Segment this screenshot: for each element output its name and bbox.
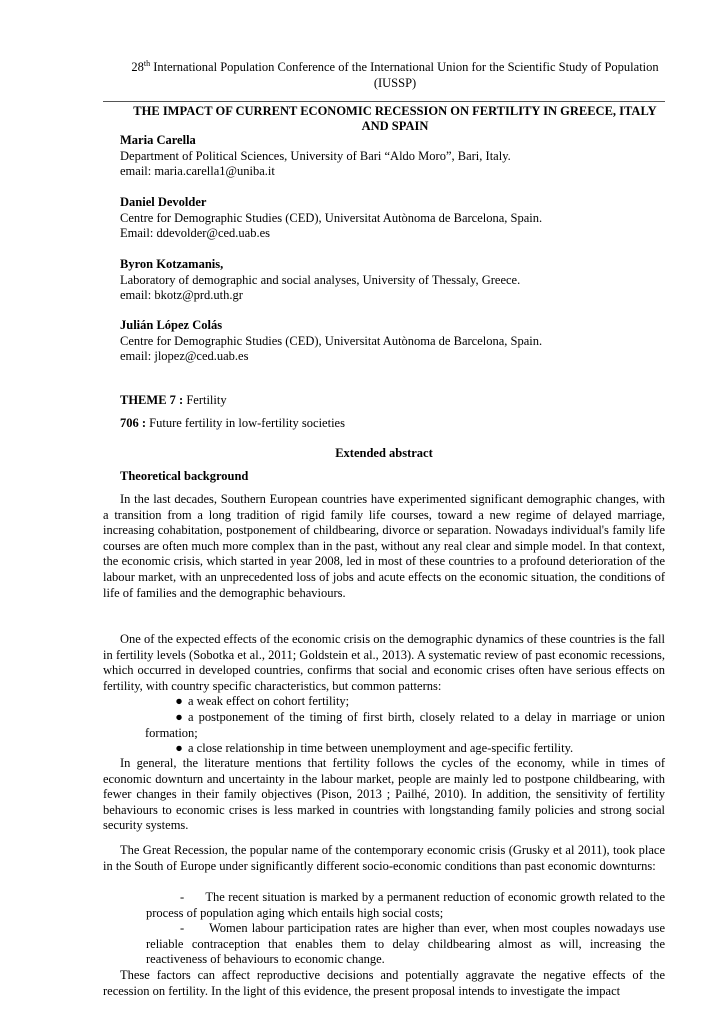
author-affiliation: Centre for Demographic Studies (CED), Universitat Autònoma de Barcelona, Spain. [120, 333, 543, 348]
author-3 [120, 257, 665, 304]
session-label: 706 : [120, 416, 147, 430]
conference-ordinal: th [143, 59, 151, 68]
header-rule [103, 101, 665, 102]
author-affiliation: Laboratory of demographic and social analyses, University of Thessaly, Greece. [120, 272, 521, 287]
bullet-icon: ● [175, 741, 183, 755]
bullet-icon: ● [175, 710, 183, 724]
conference-number: 28 [131, 60, 144, 75]
paragraph-2: One of the expected effects of the economic crisis on the demographic dynamics of these countries is the fall in fertility levels (Sobotka et al., 2011; Goldstein et al., 2013). A systematic review of past economic recessions, which occurred in developed countries, confirms that social and economic crises often have serious effects on fertility, with country specific characteristics, but common patterns: [103, 632, 665, 693]
paragraph-1: In the last decades, Southern European countries have experimented significant demographic changes, with a transition from a long tradition of rigid family life courses, toward a new regime of delayed marriage, increasing cohabitation, postponement of childbearing, divorce or separation. Nowadays individual's family life courses are often much more complex than in the past, without any real clear and simple model. In that context, the economic crisis, which started in year 2008, led in most of these countries to a profound deterioration of the labour market, with an unprecedented loss of jobs and acute effects on the economic situation, the conditions of life of families and the demographic behaviours. [103, 492, 665, 600]
paragraph-5: These factors can affect reproductive decisions and potentially aggravate the negative effects of the recession on fertility. In the light of this evidence, the present proposal intends to investigate the impact [103, 968, 665, 998]
dash-item-2: - Women labour participation rates are higher than ever, when most couples nowadays use reliable contraception that enables them to delay childbearing almost as will, increasing the reactiveness of behaviours to economic change. [146, 921, 665, 967]
author-email: email: maria.carella1@uniba.it [120, 164, 275, 178]
session-line [120, 416, 665, 432]
author-4 [120, 318, 665, 365]
paper-title: THE IMPACT OF CURRENT ECONOMIC RECESSION ON FERTILITY IN GREECE, ITALY AND SPAIN [133, 104, 657, 133]
bullet-item-3: ● a close relationship in time between unemployment and age-specific fertility. [103, 741, 665, 757]
author-2 [120, 195, 665, 242]
author-name: Maria Carella [120, 133, 196, 147]
session-value: Future fertility in low-fertility societies [146, 416, 345, 430]
extended-abstract-heading: Extended abstract [335, 446, 433, 460]
author-name: Daniel Devolder [120, 195, 207, 209]
section-heading: Theoretical background [120, 469, 249, 483]
theme-value: Fertility [183, 393, 227, 407]
theme-label: THEME 7 : [120, 393, 184, 407]
author-affiliation: Department of Political Sciences, University of Bari “Aldo Moro”, Bari, Italy. [120, 148, 511, 163]
bullet-item-2: ● a postponement of the timing of first birth, closely related to a delay in marriage or union formation; [145, 710, 665, 740]
author-name: Byron Kotzamanis, [120, 257, 224, 271]
author-email: email: bkotz@prd.uth.gr [120, 288, 243, 302]
dash-marker: - [180, 921, 209, 935]
paragraph-4: The Great Recession, the popular name of the contemporary economic crisis (Grusky et al 2011), took place in the South of Europe under significantly different socio-economic conditions than past economic downturns: [103, 843, 665, 873]
author-affiliation: Centre for Demographic Studies (CED), Universitat Autònoma de Barcelona, Spain. [120, 210, 543, 225]
dash-marker: - [180, 890, 206, 904]
bullet-item-1: ● a weak effect on cohort fertility; [103, 694, 665, 710]
bullet-icon: ● [175, 694, 183, 708]
author-email: email: jlopez@ced.uab.es [120, 349, 249, 363]
author-name: Julián López Colás [120, 318, 223, 332]
conference-name: International Population Conference of the International Union for the Scientific Study of Population (IUSSP) [150, 60, 659, 91]
dash-item-1: - The recent situation is marked by a permanent reduction of economic growth related to the process of population aging which entails high social costs; [146, 890, 665, 920]
author-1 [120, 133, 665, 180]
conference-header [130, 56, 660, 91]
theme-line [120, 393, 665, 409]
paragraph-3: In general, the literature mentions that fertility follows the cycles of the economy, while in times of economic downturn and uncertainty in the labour market, people are mainly led to postpone childbearing, with fewer changes in their family objectives (Pison, 2013 ; Pailhé, 2010). In addition, the sensitivity of fertility behaviours to economic crises is less marked in countries with longstanding family policies and strong social security systems. [103, 756, 665, 833]
author-email: Email: ddevolder@ced.uab.es [120, 226, 270, 240]
